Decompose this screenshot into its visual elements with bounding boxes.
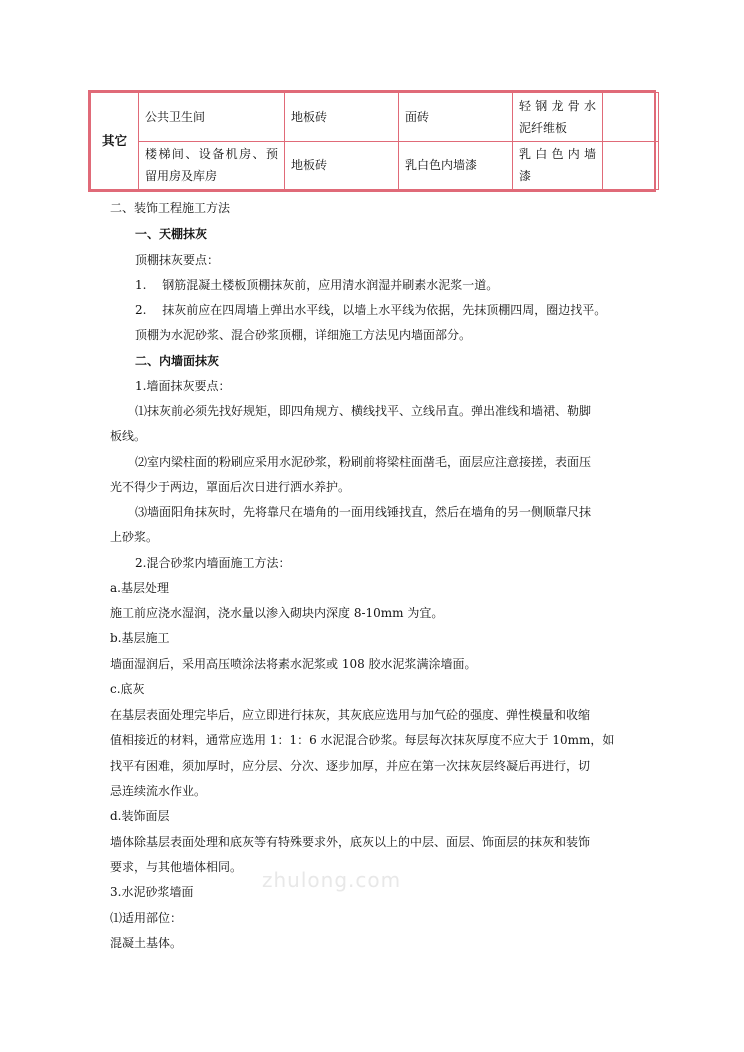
paragraph: 施工前应浇水湿润，浇水量以渗入砌块内深度 8-10mm 为宜。 [110, 606, 444, 620]
space-line-1: 楼梯间、设备机房、预 [145, 147, 278, 162]
ceiling-cell [513, 141, 603, 190]
subsection-heading: 二、内墙面抹灰 [135, 354, 220, 368]
ceiling-line-1: 乳白色内墙 [519, 147, 596, 162]
paragraph: 在基层表面处理完毕后，应立即进行抹灰，其灰底应选用与加气砼的强度、弹性模量和收缩 [110, 708, 591, 722]
wall-cell: 面砖 [399, 93, 513, 142]
paragraph: d.装饰面层 [110, 809, 170, 823]
space-cell [139, 141, 285, 190]
paragraph: 上砂浆。 [110, 530, 159, 544]
ceiling-line-2: 泥纤维板 [519, 120, 568, 135]
paragraph: 2. 抹灰前应在四周墙上弹出水平线，以墙上水平线为依据，先抹顶棚四周，圈边找平。 [135, 303, 607, 317]
paragraph: 找平有困难，须加厚时，应分层、分次、逐步加厚，并应在第一次抹灰层终凝后再进行，切 [110, 759, 591, 773]
floor-cell: 地板砖 [285, 93, 399, 142]
table-row [91, 93, 659, 142]
paragraph: a.基层处理 [110, 581, 169, 595]
ceiling-cell [513, 93, 603, 142]
section-heading: 二、装饰工程施工方法 [110, 201, 231, 215]
empty-cell [603, 93, 659, 142]
paragraph: 墙体除基层表面处理和底灰等有特殊要求外，底灰以上的中层、面层、饰面层的抹灰和装饰 [110, 835, 591, 849]
paragraph: c.底灰 [110, 682, 145, 696]
paragraph: 顶棚抹灰要点： [135, 253, 220, 267]
paragraph: ⑵室内梁柱面的粉刷应采用水泥砂浆，粉刷前将梁柱面凿毛，面层应注意接搓，表面压 [135, 455, 592, 469]
paragraph: 板线。 [110, 429, 147, 443]
ceiling-line-2: 漆 [519, 169, 532, 184]
paragraph: 顶棚为水泥砂浆、混合砂浆顶棚，详细施工方法见内墙面部分。 [135, 328, 472, 342]
paragraph: ⑴抹灰前必须先找好规矩，即四角规方、横线找平、立线吊直。弹出准线和墙裙、勒脚 [135, 404, 592, 418]
space-cell: 公共卫生间 [139, 93, 285, 142]
paragraph: ⑶墙面阳角抹灰时，先将靠尺在墙角的一面用线锤找直，然后在墙角的另一侧顺靠尺抹 [135, 505, 592, 519]
paragraph: 混凝土基体。 [110, 936, 183, 950]
category-cell: 其它 [91, 93, 139, 190]
paragraph: 值相接近的材料，通常应选用 1：1：6 水泥混合砂浆。每层每次抹灰厚度不应大于 10mm，如 [110, 733, 615, 747]
floor-cell: 地板砖 [285, 141, 399, 190]
paragraph: b.基层施工 [110, 631, 170, 645]
paragraph: 2.混合砂浆内墙面施工方法： [135, 556, 291, 570]
subsection-heading: 一、天棚抹灰 [135, 227, 208, 241]
paragraph: 光不得少于两边，罩面后次日进行洒水养护。 [110, 480, 351, 494]
watermark: zhulong.com [262, 868, 402, 892]
finish-schedule-table [88, 90, 656, 192]
wall-cell: 乳白色内墙漆 [399, 141, 513, 190]
paragraph: 3.水泥砂浆墙面 [110, 885, 194, 899]
paragraph: 忌连续流水作业。 [110, 784, 207, 798]
ceiling-line-1: 轻钢龙骨水 [519, 98, 596, 113]
paragraph: 1.墙面抹灰要点： [135, 379, 231, 393]
empty-cell [603, 141, 659, 190]
paragraph: 墙面湿润后，采用高压喷涂法将素水泥浆或 108 胶水泥浆满涂墙面。 [110, 657, 477, 671]
paragraph: ⑴适用部位： [110, 911, 183, 925]
space-line-2: 留用房及库房 [145, 169, 218, 184]
table-row [91, 141, 659, 190]
paragraph: 1. 钢筋混凝土楼板顶棚抹灰前，应用清水润湿并刷素水泥浆一道。 [135, 278, 499, 292]
paragraph: 要求，与其他墙体相同。 [110, 860, 243, 874]
